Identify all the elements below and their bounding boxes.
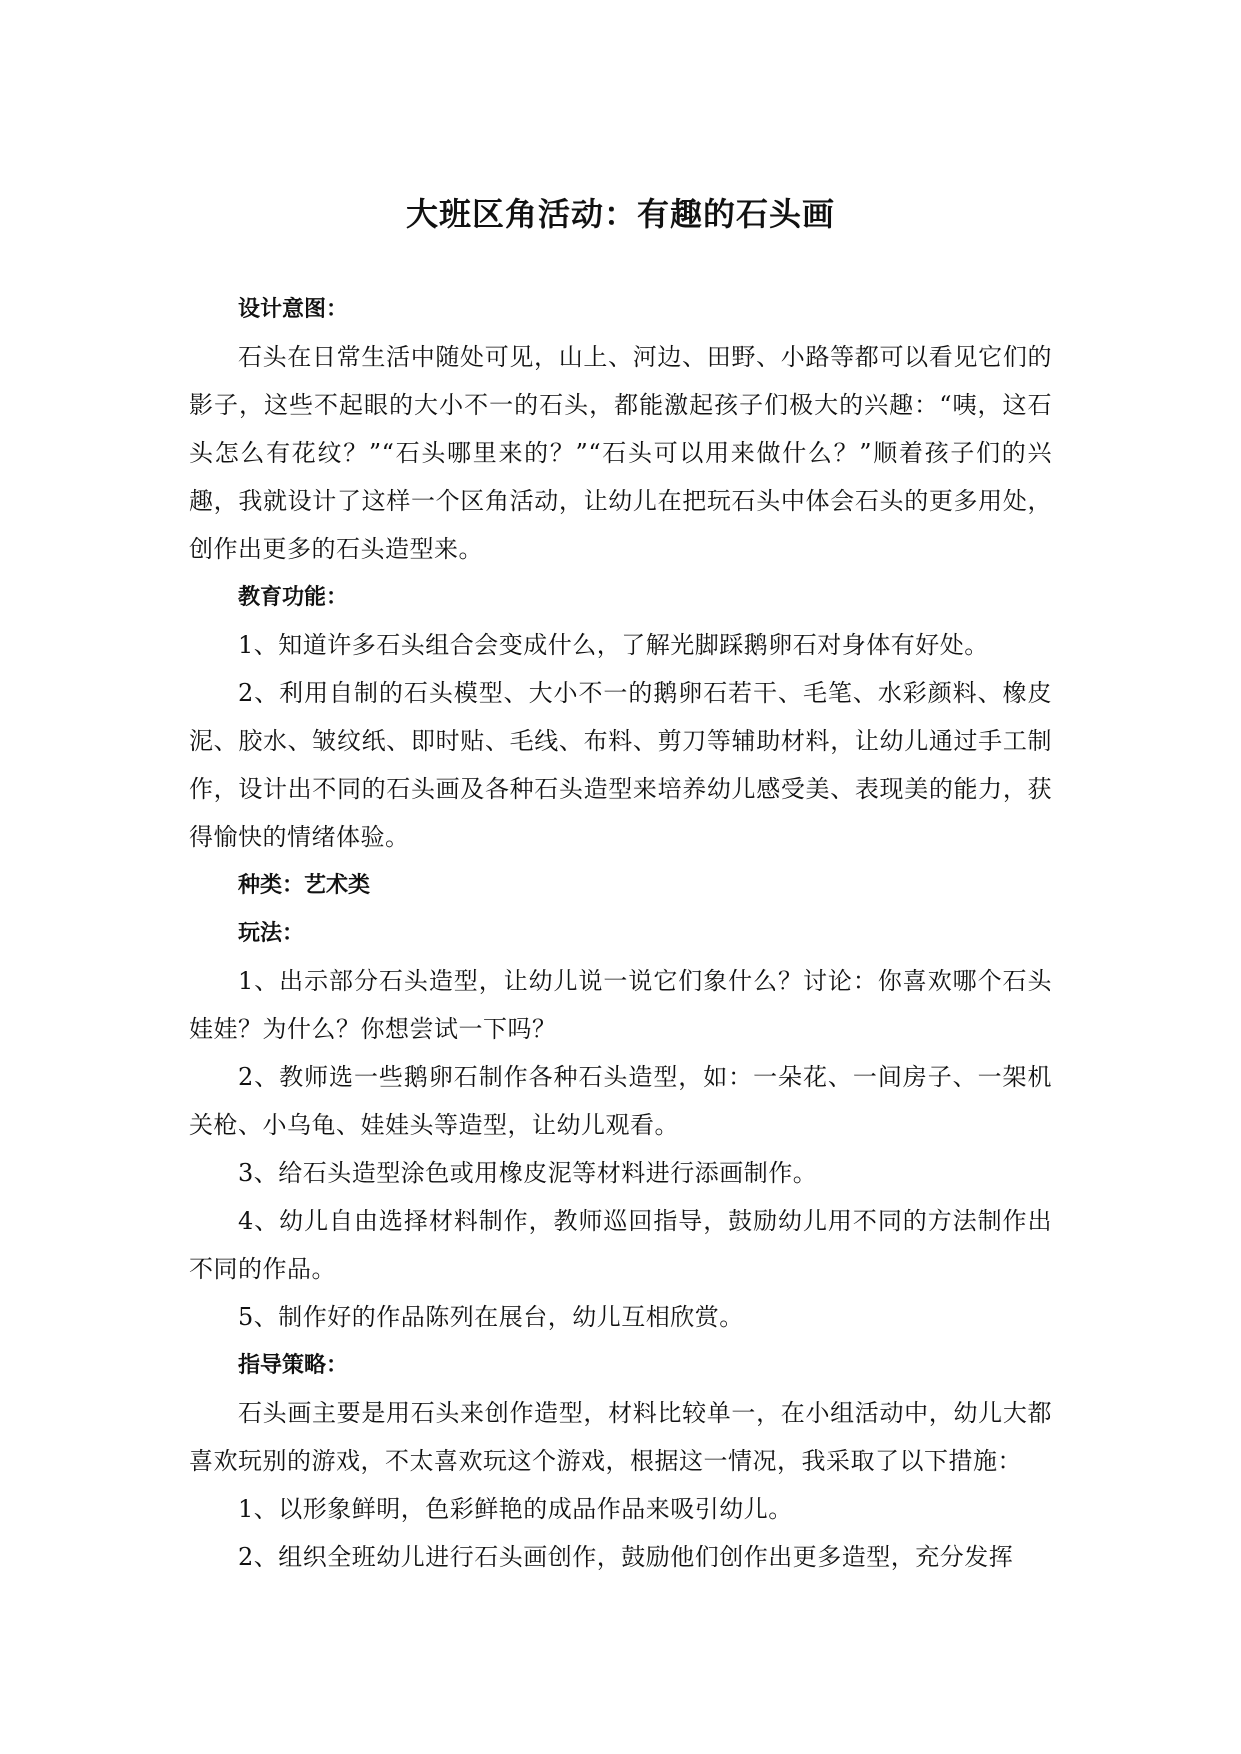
section-heading-category: 种类：艺术类 — [238, 872, 371, 898]
paragraph-strategy: 石头画主要是用石头来创作造型，材料比较单一，在小组活动中，幼儿大都喜欢玩别的游戏，不太喜欢玩这个游戏，根据这一情况，我采取了以下措施： — [189, 1399, 1052, 1475]
section-heading-function: 教育功能： — [238, 584, 349, 610]
section-heading-design: 设计意图： — [238, 296, 349, 322]
document-body — [189, 285, 1052, 1581]
paragraph-play-3: 3、给石头造型涂色或用橡皮泥等材料进行添画制作。 — [238, 1159, 818, 1187]
paragraph-play-4: 4、幼儿自由选择材料制作，教师巡回指导，鼓励幼儿用不同的方法制作出不同的作品。 — [189, 1207, 1052, 1283]
paragraph-play-5: 5、制作好的作品陈列在展台，幼儿互相欣赏。 — [238, 1303, 744, 1331]
paragraph-design: 石头在日常生活中随处可见，山上、河边、田野、小路等都可以看见它们的影子，这些不起眼的大小不一的石头，都能激起孩子们极大的兴趣：“咦，这石头怎么有花纹？”“石头哪里来的？”“石头可以用来做什么？”顺着孩子们的兴趣，我就设计了这样一个区角活动，让幼儿在把玩石头中体会石头的更多用处，创作出更多的石头造型来。 — [189, 343, 1052, 563]
section-heading-strategy: 指导策略： — [238, 1352, 349, 1378]
paragraph-play-1: 1、出示部分石头造型，让幼儿说一说它们象什么？讨论：你喜欢哪个石头娃娃？为什么？你想尝试一下吗？ — [189, 967, 1052, 1043]
paragraph-strategy-1: 1、以形象鲜明，色彩鲜艳的成品作品来吸引幼儿。 — [238, 1495, 793, 1523]
paragraph-function-1: 1、知道许多石头组合会变成什么，了解光脚踩鹅卵石对身体有好处。 — [238, 631, 989, 659]
document-title: 大班区角活动：有趣的石头画 — [405, 195, 835, 233]
paragraph-play-2: 2、教师选一些鹅卵石制作各种石头造型，如：一朵花、一间房子、一架机关枪、小乌龟、娃娃头等造型，让幼儿观看。 — [189, 1063, 1052, 1139]
section-heading-play: 玩法： — [238, 920, 305, 946]
paragraph-strategy-2: 2、组织全班幼儿进行石头画创作，鼓励他们创作出更多造型，充分发挥 — [238, 1543, 1014, 1571]
paragraph-function-2: 2、利用自制的石头模型、大小不一的鹅卵石若干、毛笔、水彩颜料、橡皮泥、胶水、皱纹纸、即时贴、毛线、布料、剪刀等辅助材料，让幼儿通过手工制作，设计出不同的石头画及各种石头造型来培养幼儿感受美、表现美的能力，获得愉快的情绪体验。 — [189, 679, 1052, 851]
